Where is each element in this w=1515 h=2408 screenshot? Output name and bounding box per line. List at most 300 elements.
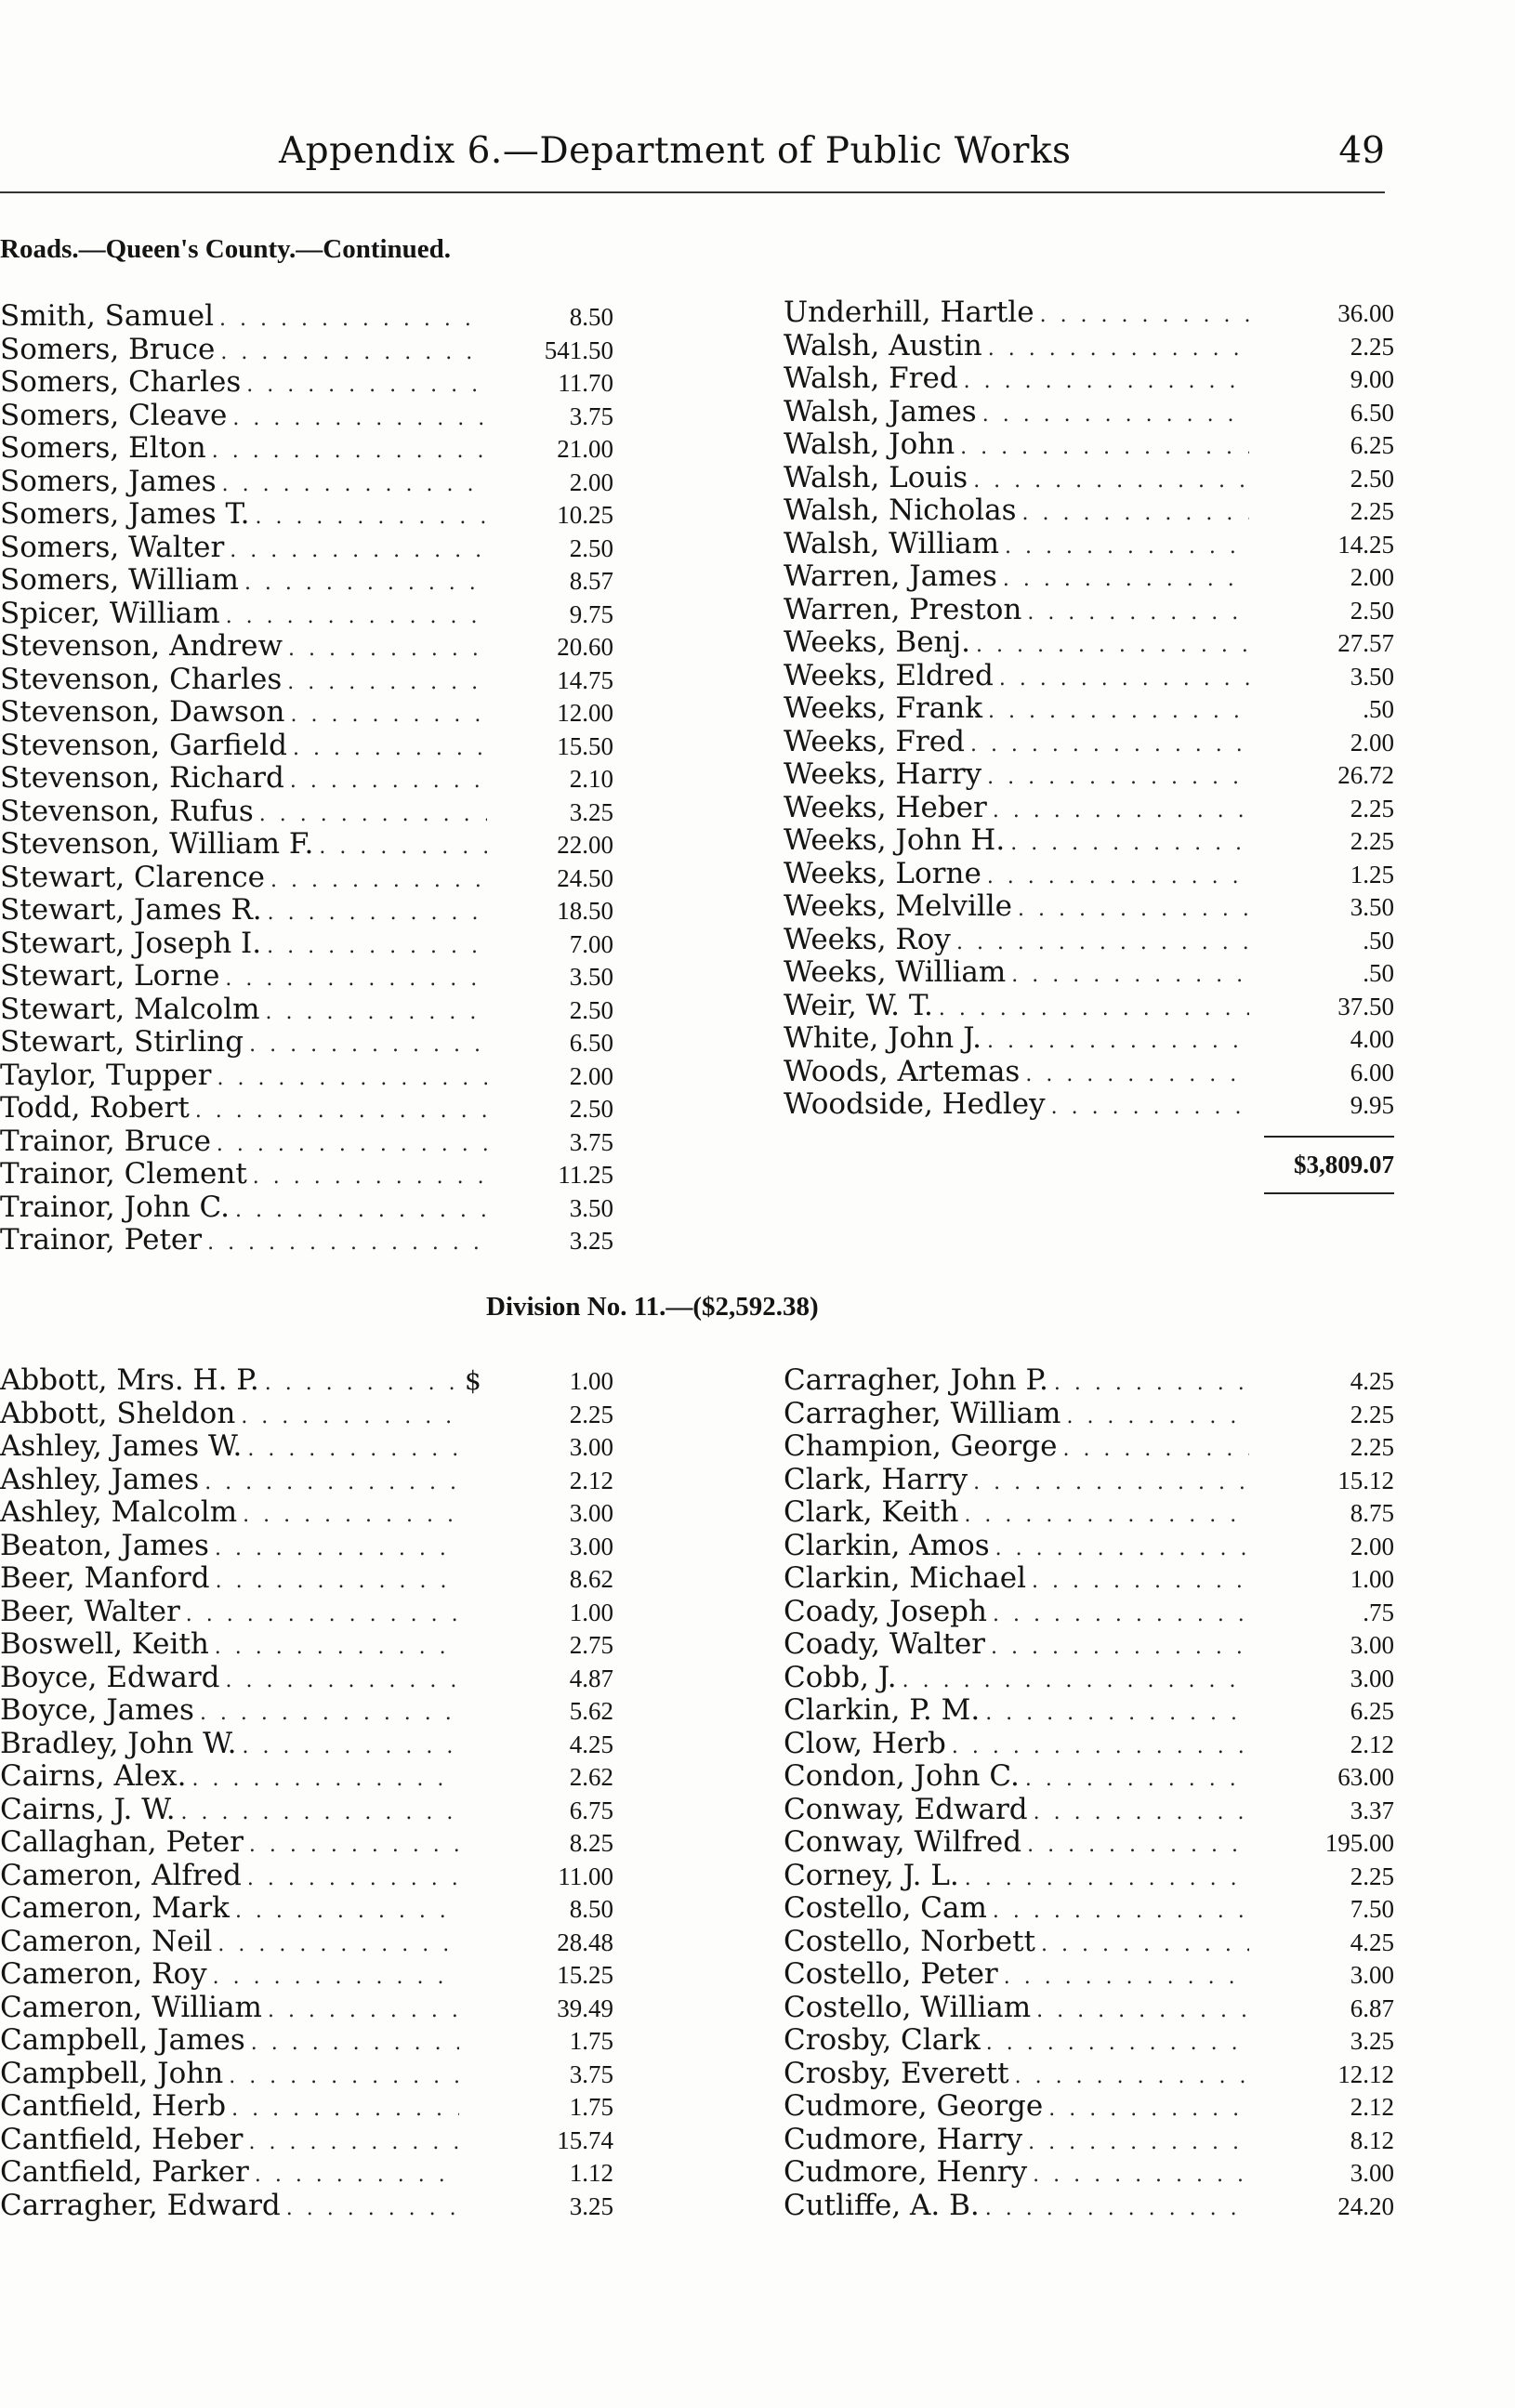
leader-dots (319, 831, 487, 864)
entry-name: Smith, Samuel (0, 299, 215, 333)
entry-name: Weeks, John H. (784, 823, 1006, 857)
entry-name: Weeks, Heber (784, 790, 987, 824)
entry-name: Trainor, Bruce (0, 1124, 211, 1158)
page-header (0, 130, 1385, 193)
entry-amount: 11.25 (558, 1161, 613, 1189)
entry-amount: 15.25 (557, 1961, 613, 1989)
list-item (0, 1125, 613, 1159)
entry-name: Warren, James (784, 559, 997, 593)
leader-dots (241, 1401, 459, 1434)
entry-name: Clarkin, Michael (784, 1561, 1027, 1595)
leader-dots (288, 633, 487, 666)
entry-amount: 27.57 (1337, 629, 1394, 657)
entry-amount: 2.00 (569, 467, 613, 496)
entry-name: Stevenson, Dawson (0, 695, 285, 729)
entry-name: Stevenson, Richard (0, 761, 284, 795)
entry-amount: 3.50 (569, 963, 613, 991)
list-item (784, 594, 1394, 627)
leader-dots (964, 365, 1249, 399)
entry-amount: 4.25 (1350, 1928, 1394, 1956)
leader-dots (1028, 2126, 1249, 2160)
leader-dots (993, 1599, 1249, 1632)
list-item (0, 928, 613, 961)
entry-name: Clark, Harry (784, 1462, 968, 1496)
leader-dots (249, 2126, 459, 2160)
leader-dots (243, 1499, 459, 1533)
entry-amount: 21.00 (557, 435, 613, 463)
list-item (0, 1562, 613, 1596)
entry-name: Champion, George (784, 1429, 1058, 1463)
entry-amount: 4.00 (1350, 1025, 1394, 1053)
entry-amount: 1.00 (569, 1598, 613, 1626)
list-item (0, 1596, 613, 1629)
leader-dots (226, 1665, 459, 1698)
entry-name: Stevenson, William F. (0, 827, 314, 861)
list-item (0, 564, 613, 598)
leader-dots (259, 798, 487, 832)
list-item (0, 2024, 613, 2058)
entry-amount: 11.70 (558, 369, 613, 397)
entry-name: Walsh, John (784, 428, 955, 461)
list-item (784, 2190, 1394, 2223)
entry-amount: 541.50 (544, 336, 613, 364)
leader-dots (987, 861, 1249, 894)
leader-dots (244, 567, 487, 600)
leader-dots (985, 1697, 1249, 1730)
list-item (784, 1694, 1394, 1728)
leader-dots (1021, 497, 1249, 531)
entry-amount: 3.00 (569, 1433, 613, 1461)
entry-name: Walsh, Louis (784, 460, 968, 494)
entry-name: Trainor, John C. (0, 1190, 230, 1224)
list-item (784, 462, 1394, 495)
entry-amount: 8.12 (1350, 2125, 1394, 2154)
list-item (784, 824, 1394, 858)
entry-amount: 6.25 (1350, 431, 1394, 459)
leader-dots (192, 1763, 459, 1796)
leader-dots (220, 336, 487, 370)
list-item (784, 396, 1394, 429)
leader-dots (270, 864, 487, 898)
leader-dots (249, 1029, 487, 1062)
entry-amount: 3.75 (569, 401, 613, 430)
entry-name: Weeks, Melville (784, 889, 1013, 923)
list-item (0, 300, 613, 334)
list-item (0, 2058, 613, 2091)
entry-name: Stewart, Malcolm (0, 992, 260, 1026)
list-item (0, 1826, 613, 1860)
list-item (0, 1026, 613, 1059)
leader-dots (973, 465, 1249, 498)
leader-dots (1051, 1091, 1249, 1125)
list-item (0, 1364, 613, 1398)
entry-amount: 7.50 (1350, 1895, 1394, 1923)
entry-amount: 1.75 (569, 2027, 613, 2055)
list-item (784, 362, 1394, 396)
entry-amount: 12.00 (557, 699, 613, 727)
entry-name: Condon, John C. (784, 1759, 1020, 1793)
leader-dots (213, 1961, 459, 1994)
section1-left-column (0, 300, 613, 1257)
entry-name: Carragher, Edward (0, 2188, 281, 2222)
leader-dots (219, 303, 487, 336)
list-item (784, 1562, 1394, 1596)
entry-amount: 2.25 (1350, 497, 1394, 525)
entry-name: Somers, William (0, 563, 239, 597)
entry-name: Crosby, Everett (784, 2056, 1009, 2090)
entry-amount: 8.75 (1350, 1499, 1394, 1527)
entry-name: Stevenson, Andrew (0, 629, 283, 663)
leader-dots (1032, 1565, 1249, 1599)
entry-amount: 8.50 (569, 1895, 613, 1923)
list-item (0, 1760, 613, 1794)
entry-amount: 63.00 (1337, 1763, 1394, 1791)
list-item (784, 2156, 1394, 2190)
entry-name: Stevenson, Rufus (0, 794, 254, 828)
leader-dots (1025, 1763, 1249, 1796)
entry-amount: 6.75 (569, 1796, 613, 1824)
entry-amount: .50 (1363, 926, 1394, 954)
leader-dots (1054, 1367, 1249, 1401)
entry-amount: 11.00 (558, 1862, 613, 1890)
list-item (784, 2090, 1394, 2124)
leader-dots (965, 1862, 1249, 1896)
entry-amount: 9.75 (569, 599, 613, 628)
entry-amount: 9.00 (1350, 365, 1394, 393)
entry-amount: 3.00 (1350, 1631, 1394, 1659)
list-item (784, 956, 1394, 990)
entry-amount: 6.25 (1350, 1697, 1394, 1725)
leader-dots (1018, 893, 1249, 927)
list-item (0, 1496, 613, 1530)
entry-amount: 1.25 (1350, 860, 1394, 888)
leader-dots (255, 2159, 459, 2192)
list-item (784, 726, 1394, 759)
entry-name: Stevenson, Charles (0, 662, 283, 696)
entry-amount: 4.25 (1350, 1367, 1394, 1395)
leader-dots (215, 1631, 459, 1665)
list-item (784, 1496, 1394, 1530)
list-item (0, 1224, 613, 1257)
entry-name: Conway, Wilfred (784, 1825, 1022, 1859)
entry-amount: 2.50 (1350, 464, 1394, 493)
section1-total: $3,809.07 (1294, 1151, 1394, 1178)
list-item (784, 2124, 1394, 2157)
list-item (784, 1794, 1394, 1827)
leader-dots (242, 1730, 459, 1764)
entry-amount: 14.25 (1337, 530, 1394, 559)
leader-dots (1036, 1994, 1249, 2028)
entry-amount: 26.72 (1337, 761, 1394, 789)
leader-dots (960, 431, 1249, 465)
section1-total-block (1264, 1136, 1394, 1194)
entry-amount: 2.00 (569, 1061, 613, 1090)
entry-amount: 2.12 (569, 1466, 613, 1494)
entry-amount: 1.75 (569, 2093, 613, 2121)
leader-dots (988, 695, 1249, 729)
entry-name: Abbott, Sheldon (0, 1396, 236, 1430)
list-item (784, 1662, 1394, 1695)
list-item (784, 330, 1394, 363)
entry-amount: 39.49 (557, 1994, 613, 2022)
list-item (0, 400, 613, 433)
entry-amount: 2.25 (1350, 827, 1394, 855)
list-item (0, 796, 613, 829)
leader-dots (226, 600, 487, 634)
entry-amount: 1.12 (569, 2159, 613, 2187)
list-item (784, 1728, 1394, 1761)
entry-name: Cudmore, Henry (784, 2155, 1028, 2189)
list-item (784, 1926, 1394, 1959)
entry-name: Woods, Artemas (784, 1054, 1021, 1088)
list-item (0, 366, 613, 400)
entry-name: Weeks, Harry (784, 757, 982, 791)
leader-dots (1003, 563, 1249, 597)
list-item (0, 696, 613, 730)
section1-right-column (784, 296, 1394, 1122)
entry-name: Somers, James (0, 464, 217, 498)
leader-dots (1005, 531, 1249, 564)
entry-amount: 1.00 (1350, 1565, 1394, 1593)
entry-name: Bradley, John W. (0, 1726, 237, 1760)
entry-name: Walsh, Austin (784, 328, 982, 362)
list-item (784, 890, 1394, 924)
list-item (784, 1430, 1394, 1464)
entry-name: Trainor, Clement (0, 1157, 247, 1191)
leader-dots (268, 1994, 459, 2028)
list-item (784, 660, 1394, 693)
list-item (784, 1398, 1394, 1431)
leader-dots (267, 930, 487, 964)
entry-amount: 8.57 (569, 567, 613, 595)
leader-dots (987, 761, 1249, 795)
entry-amount: 28.48 (557, 1928, 613, 1956)
leader-dots (1048, 2093, 1249, 2126)
entry-name: Weir, W. T. (784, 988, 933, 1022)
list-item (784, 758, 1394, 792)
list-item (784, 626, 1394, 660)
entry-amount: 18.50 (557, 897, 613, 925)
entry-name: Campbell, James (0, 2023, 245, 2057)
entry-amount: 3.25 (569, 1227, 613, 1255)
entry-name: Walsh, James (784, 394, 977, 428)
entry-name: Costello, Norbett (784, 1924, 1036, 1958)
entry-name: Stevenson, Garfield (0, 728, 287, 762)
list-item (784, 2058, 1394, 2091)
leader-dots (952, 1730, 1249, 1764)
list-item (784, 1088, 1394, 1122)
list-item (0, 532, 613, 565)
leader-dots (217, 1062, 487, 1096)
leader-dots (999, 663, 1249, 696)
leader-dots (939, 993, 1249, 1026)
list-item (0, 432, 613, 466)
entry-name: Coady, Walter (784, 1627, 985, 1661)
list-item (0, 2090, 613, 2124)
entry-name: Weeks, Frank (784, 691, 982, 725)
list-item (784, 560, 1394, 594)
leader-dots (249, 1829, 459, 1862)
entry-amount: 6.50 (569, 1029, 613, 1057)
entry-amount: 20.60 (557, 633, 613, 661)
entry-amount: 3.00 (569, 1532, 613, 1560)
leader-dots (291, 699, 487, 732)
list-item (784, 2024, 1394, 2058)
list-item (0, 1092, 613, 1125)
leader-dots (1027, 597, 1249, 630)
entry-name: Campbell, John (0, 2056, 224, 2090)
entry-amount: 8.62 (569, 1565, 613, 1593)
entry-amount: 24.50 (557, 863, 613, 892)
section2-right-column (784, 1364, 1394, 2222)
entry-name: White, John J. (784, 1021, 982, 1055)
entry-amount: 3.25 (1350, 2027, 1394, 2055)
list-item (0, 1794, 613, 1827)
entry-name: Beer, Manford (0, 1561, 210, 1595)
entry-name: Somers, Charles (0, 365, 242, 399)
entry-amount: 2.50 (569, 1095, 613, 1123)
list-item (0, 498, 613, 532)
entry-name: Weeks, Benj. (784, 625, 970, 659)
leader-dots (1027, 1829, 1249, 1862)
entry-name: Stewart, Lorne (0, 959, 220, 993)
entry-amount: 7.00 (569, 929, 613, 958)
list-item (0, 2190, 613, 2223)
entry-name: Beer, Walter (0, 1594, 180, 1628)
list-item (784, 1826, 1394, 1860)
leader-dots (1004, 1961, 1249, 1994)
leader-dots (1015, 2060, 1249, 2094)
list-item (784, 1022, 1394, 1056)
list-item (784, 1530, 1394, 1563)
leader-dots (217, 1128, 487, 1162)
leader-dots (995, 1533, 1249, 1566)
list-item (0, 598, 613, 631)
entry-amount: 3.00 (1350, 1961, 1394, 1989)
leader-dots (253, 1161, 487, 1194)
list-item (0, 862, 613, 895)
list-item (0, 1628, 613, 1662)
leader-dots (976, 629, 1249, 663)
list-item (784, 692, 1394, 726)
list-item (784, 1056, 1394, 1089)
leader-dots (956, 927, 1249, 960)
entry-name: Weeks, Fred (784, 724, 965, 758)
leader-dots (251, 2027, 459, 2060)
entry-amount: 3.50 (1350, 662, 1394, 691)
entry-name: Carragher, William (784, 1396, 1061, 1430)
list-item (0, 762, 613, 796)
entry-amount: 2.75 (569, 1631, 613, 1659)
list-item (784, 1992, 1394, 2025)
list-item (0, 828, 613, 862)
entry-name: Corney, J. L. (784, 1858, 959, 1892)
list-item (0, 960, 613, 993)
entry-name: Stewart, James R. (0, 893, 262, 927)
list-item (784, 990, 1394, 1023)
leader-dots (287, 666, 487, 700)
entry-name: Stewart, Joseph I. (0, 926, 262, 960)
entry-amount: 10.25 (557, 501, 613, 529)
entry-amount: 3.25 (569, 797, 613, 826)
leader-dots (255, 501, 487, 534)
list-item (0, 334, 613, 367)
list-item (0, 1059, 613, 1093)
leader-dots (991, 1631, 1249, 1665)
entry-amount: 4.25 (569, 1730, 613, 1758)
entry-name: Weeks, Lorne (784, 856, 981, 890)
entry-amount: 2.10 (569, 765, 613, 793)
entry-name: Clarkin, P. M. (784, 1693, 981, 1727)
entry-amount: 2.50 (569, 995, 613, 1024)
entry-name: Callaghan, Peter (0, 1825, 244, 1859)
entry-name: Underhill, Hartle (784, 296, 1034, 329)
entry-amount: 2.00 (1350, 1532, 1394, 1560)
section2-left-column (0, 1364, 613, 2222)
total-rule-bottom (1264, 1192, 1394, 1194)
entry-name: Carragher, John P. (784, 1363, 1048, 1397)
leader-dots (988, 333, 1249, 366)
entry-name: Ashley, James W. (0, 1429, 243, 1463)
list-item (0, 1992, 613, 2025)
list-item (0, 1398, 613, 1431)
list-item (0, 1728, 613, 1761)
leader-dots (212, 435, 487, 468)
list-item (784, 1364, 1394, 1398)
section-title: Roads.—Queen's County.—Continued. (0, 234, 452, 264)
entry-name: Clark, Keith (784, 1495, 959, 1529)
entry-amount: 2.00 (1350, 563, 1394, 591)
entry-name: Woodside, Hedley (784, 1087, 1046, 1121)
leader-dots (1066, 1401, 1249, 1434)
leader-dots (265, 1367, 459, 1401)
entry-amount: 8.50 (569, 303, 613, 331)
entry-amount: 2.00 (1350, 728, 1394, 757)
leader-dots (286, 2192, 459, 2226)
division-title: Division No. 11.—($2,592.38) (486, 1292, 819, 1322)
entry-amount: 2.50 (1350, 596, 1394, 625)
entry-amount: 6.50 (1350, 398, 1394, 427)
entry-amount: 15.12 (1337, 1466, 1394, 1494)
leader-dots (902, 1665, 1249, 1698)
entry-name: Warren, Preston (784, 592, 1022, 626)
list-item (784, 1958, 1394, 1992)
entry-amount: 6.00 (1350, 1058, 1394, 1086)
leader-dots (964, 1499, 1249, 1533)
entry-amount: 195.00 (1324, 1829, 1394, 1857)
entry-name: Somers, Walter (0, 530, 225, 564)
entry-name: Conway, Edward (784, 1792, 1028, 1826)
entry-amount: 1.00 (569, 1367, 613, 1395)
list-item (0, 730, 613, 763)
entry-name: Stewart, Stirling (0, 1025, 244, 1059)
leader-dots (225, 963, 487, 996)
entry-amount: 2.25 (1350, 1433, 1394, 1461)
entry-amount: 2.25 (569, 1400, 613, 1428)
leader-dots (181, 1796, 459, 1830)
entry-amount: .50 (1363, 695, 1394, 723)
leader-dots (247, 1433, 459, 1467)
leader-dots (985, 2192, 1249, 2226)
entry-name: Boyce, Edward (0, 1660, 220, 1694)
list-item (784, 1596, 1394, 1629)
leader-dots (204, 1467, 459, 1500)
list-item (784, 296, 1394, 330)
entry-amount: 3.00 (569, 1499, 613, 1527)
entry-amount: 3.75 (569, 2059, 613, 2088)
entry-name: Cantfield, Parker (0, 2155, 249, 2189)
leader-dots (186, 1599, 459, 1632)
